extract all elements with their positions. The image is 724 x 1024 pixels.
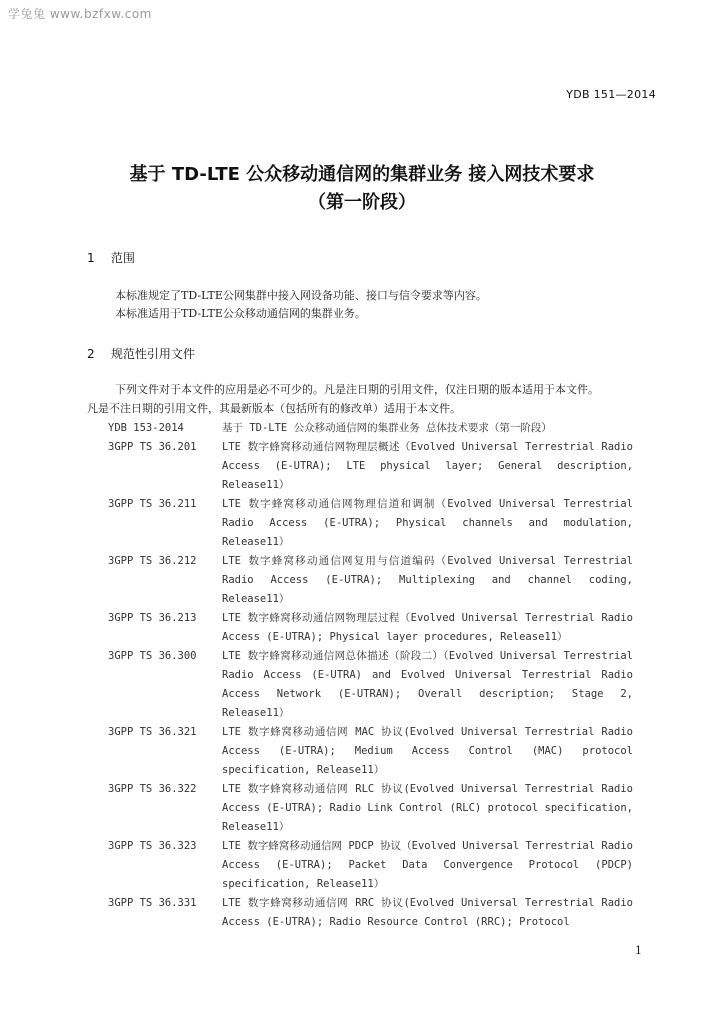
reference-title: LTE 数字蜂窝移动通信网 RRC 协议(Evolved Universal Terrestrial Radio Access (E-UTRA); Radio Resource Control (RRC); Protocol bbox=[222, 897, 633, 928]
reference-code: 3GPP TS 36.321 bbox=[108, 726, 197, 738]
reference-item bbox=[108, 647, 633, 723]
section-2-number: 2 bbox=[87, 347, 95, 361]
reference-code: 3GPP TS 36.300 bbox=[108, 650, 197, 662]
section-1-paragraph-1: 本标准规定了TD-LTE公网集群中接入网设备功能、接口与信令要求等内容。 bbox=[115, 289, 487, 302]
reference-title: LTE 数字蜂窝移动通信网 PDCP 协议（Evolved Universal Terrestrial Radio Access (E-UTRA); Packet Data Convergence Protocol (PDCP) specification, Release11） bbox=[222, 840, 633, 890]
page-number: 1 bbox=[635, 944, 642, 957]
reference-item bbox=[108, 438, 633, 495]
section-2-title: 规范性引用文件 bbox=[110, 347, 195, 361]
reference-code: 3GPP TS 36.213 bbox=[108, 612, 197, 624]
reference-item bbox=[108, 837, 633, 894]
reference-item bbox=[108, 723, 633, 780]
reference-code: 3GPP TS 36.323 bbox=[108, 840, 197, 852]
reference-code: 3GPP TS 36.211 bbox=[108, 498, 197, 510]
reference-item bbox=[108, 609, 633, 647]
section-1-number: 1 bbox=[87, 251, 95, 265]
section-2-heading bbox=[87, 345, 195, 362]
reference-item bbox=[108, 419, 633, 438]
reference-code: 3GPP TS 36.331 bbox=[108, 897, 197, 909]
reference-list bbox=[108, 419, 633, 932]
reference-item bbox=[108, 894, 633, 932]
section-1-paragraph-2: 本标准适用于TD-LTE公众移动通信网的集群业务。 bbox=[115, 307, 366, 320]
standard-code: YDB 151—2014 bbox=[566, 88, 656, 101]
reference-title: LTE 数字蜂窝移动通信网总体描述（阶段二）（Evolved Universal Terrestrial Radio Access (E-UTRA) and Evolved Universal Terrestrial Radio Access Network (E-UTRAN); Overall description; Stage 2, Release11） bbox=[222, 650, 633, 719]
reference-title: LTE 数字蜂窝移动通信网物理层过程（Evolved Universal Terrestrial Radio Access (E-UTRA); Physical layer procedures, Release11） bbox=[222, 612, 633, 643]
reference-title: LTE 数字蜂窝移动通信网 RLC 协议(Evolved Universal Terrestrial Radio Access (E-UTRA); Radio Link Control (RLC) protocol specification, Release11） bbox=[222, 783, 633, 833]
section-1-heading bbox=[87, 249, 135, 266]
reference-code: YDB 153-2014 bbox=[108, 422, 184, 434]
reference-item bbox=[108, 495, 633, 552]
document-subtitle: （第一阶段） bbox=[308, 192, 416, 213]
reference-title: LTE 数字蜂窝移动通信网 MAC 协议(Evolved Universal Terrestrial Radio Access (E-UTRA); Medium Access Control (MAC) protocol specification, Release11） bbox=[222, 726, 633, 776]
reference-code: 3GPP TS 36.201 bbox=[108, 441, 197, 453]
reference-title: LTE 数字蜂窝移动通信网复用与信道编码（Evolved Universal Terrestrial Radio Access (E-UTRA); Multiplexing and channel coding, Release11） bbox=[222, 555, 633, 605]
reference-item bbox=[108, 552, 633, 609]
section-1-title: 范围 bbox=[110, 251, 135, 265]
section-2-intro-line-1: 下列文件对于本文件的应用是必不可少的。凡是注日期的引用文件，仅注日期的版本适用于本文件。 bbox=[115, 383, 599, 396]
watermark: 学兔兔 www.bzfxw.com bbox=[8, 7, 152, 21]
reference-title: LTE 数字蜂窝移动通信网物理信道和调制（Evolved Universal Terrestrial Radio Access (E-UTRA); Physical channels and modulation, Release11） bbox=[222, 498, 633, 548]
document-title: 基于 TD-LTE 公众移动通信网的集群业务 接入网技术要求 bbox=[129, 164, 595, 185]
reference-code: 3GPP TS 36.322 bbox=[108, 783, 197, 795]
reference-title: LTE 数字蜂窝移动通信网物理层概述（Evolved Universal Terrestrial Radio Access (E-UTRA); LTE physical layer; General description, Release11） bbox=[222, 441, 633, 491]
section-2-intro-line-2: 凡是不注日期的引用文件，其最新版本（包括所有的修改单）适用于本文件。 bbox=[87, 402, 461, 415]
reference-title: 基于 TD-LTE 公众移动通信网的集群业务 总体技术要求（第一阶段） bbox=[222, 422, 552, 434]
reference-item bbox=[108, 780, 633, 837]
reference-code: 3GPP TS 36.212 bbox=[108, 555, 197, 567]
